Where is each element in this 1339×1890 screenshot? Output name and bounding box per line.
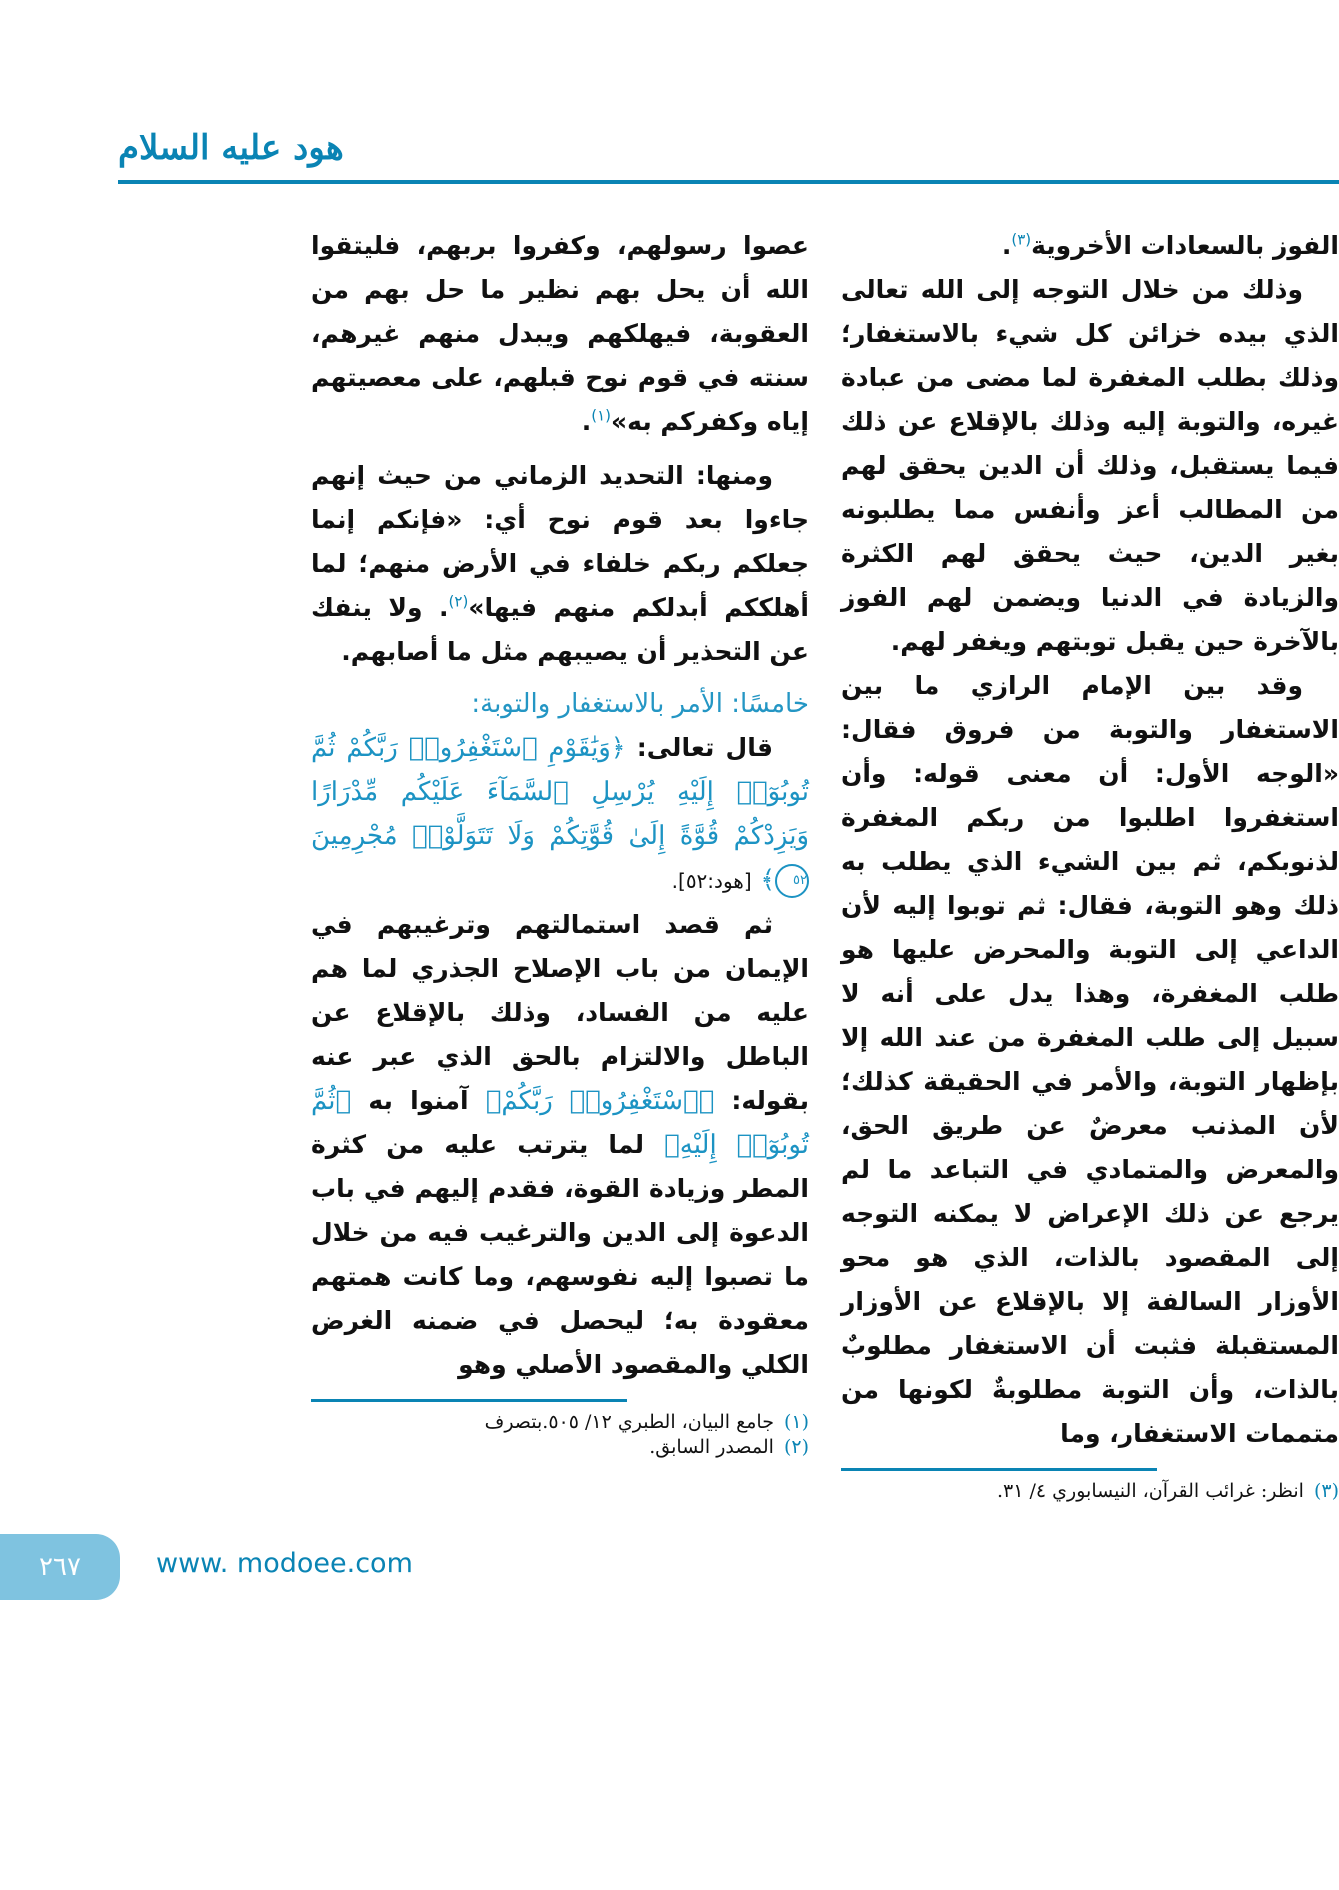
verse-reference: [هود:٥٢]. xyxy=(671,869,752,893)
footnote-number: (٣) xyxy=(1313,1480,1339,1502)
footnote-ref-2[interactable]: (٢) xyxy=(448,592,469,611)
footnote-text: انظر: غرائب القرآن، النيسابوري ٤/ ٣١. xyxy=(997,1480,1304,1502)
ayah-number-icon: ٥٢ xyxy=(775,864,809,898)
paragraph-text: الفوز بالسعادات الأخروية xyxy=(1031,231,1339,260)
paragraph xyxy=(311,454,809,674)
left-column-wrap xyxy=(841,224,1339,1504)
paragraph xyxy=(311,224,809,444)
page-number-badge: ٢٦٧ xyxy=(0,1534,120,1600)
paragraph-text: ومنها: التحديد الزماني من حيث إنهم جاءوا بعد قوم نوح أي: «فإنكم إنما جعلكم ربكم خلفاء في الأرض منهم؛ لما أهلككم أبدلكم منهم فيها» xyxy=(311,461,809,622)
left-column xyxy=(841,224,1339,1456)
footnote-item xyxy=(841,1479,1339,1504)
paragraph xyxy=(841,224,1339,268)
footnote-text: المصدر السابق. xyxy=(649,1436,774,1458)
right-column xyxy=(311,224,809,1387)
paragraph-text: لما يترتب عليه من كثرة المطر وزيادة القوة، فقدم إليهم في باب الدعوة إلى الدين والترغيب فيه من خلال ما تصبوا إليه نفوسهم، وما كانت همتهم معقودة به؛ ليحصل في ضمنه الغرض الكلي والمقصود الأصلي وهو xyxy=(311,1130,809,1379)
paragraph-end: . xyxy=(581,407,592,436)
footnote-item xyxy=(311,1410,809,1435)
footnote-number: (١) xyxy=(783,1411,809,1433)
ornate-bracket-open-icon: ﴿ xyxy=(610,733,626,762)
footnote-ref-1[interactable]: (١) xyxy=(591,406,612,425)
footnotes-right xyxy=(311,1410,809,1460)
verse-paragraph xyxy=(311,726,809,903)
paragraph xyxy=(841,664,1339,1456)
header xyxy=(0,0,1339,224)
paragraph-text: آمنوا به xyxy=(368,1086,469,1115)
ornate-bracket-close-icon: ﴾ xyxy=(760,865,775,894)
paragraph-text: وقد بين الإمام الرازي ما بين الاستغفار والتوبة من فروق فقال: « xyxy=(841,671,1339,788)
footnote-item xyxy=(311,1435,809,1460)
quran-quote: ﴿ٱسْتَغْفِرُوا۟ رَبَّكُمْ﴾ xyxy=(485,1086,715,1116)
section-heading: خامسًا: الأمر بالاستغفار والتوبة: xyxy=(471,689,809,719)
footnote-text: جامع البيان، الطبري ١٢/ ٥٠٥.بتصرف xyxy=(484,1411,774,1433)
paragraph-text: . ولا ينفك عن التحذير أن يصيبهم مثل ما أصابهم. xyxy=(311,593,809,666)
running-header-title: هود عليه السلام xyxy=(118,128,344,168)
footnote-divider xyxy=(841,1468,1157,1471)
website-link[interactable]: www. modoee.com xyxy=(156,1548,413,1579)
footnote-ref-3[interactable]: (٣) xyxy=(1011,230,1032,249)
quran-quote: ﴿ثُمَّ تُوبُوٓا۟ إِلَيْهِ﴾ xyxy=(311,1086,809,1160)
paragraph xyxy=(311,903,809,1387)
footnote-divider xyxy=(311,1399,627,1402)
paragraph-text: عصوا رسولهم، وكفروا بربهم، فليتقوا الله أن يحل بهم نظير ما حل بهم من العقوبة، فيهلكهم ويبدل منهم غيرهم، سنته في قوم نوح قبلهم، على معصيتهم إياه وكفركم به» xyxy=(311,231,809,436)
paragraph-text: أن معنى قوله: وأن استغفروا اطلبوا من ربكم المغفرة لذنوبكم، ثم بين الشيء الذي يطلب به ذلك وهو التوبة، فقال: ثم توبوا إليه لأن الداعي إلى التوبة والمحرض عليها هو طلب المغفرة، وهذا يدل على أنه لا سبيل إلى طلب المغفرة من عند الله إلا بإظهار التوبة، والأمر في الحقيقة كذلك؛ لأن المذنب معرضٌ عن طريق الحق، والمعرض والمتمادي في التباعد ما لم يرجع عن ذلك الإعراض لا يمكنه التوجه إلى المقصود بالذات، الذي هو محو الأوزار السالفة إلا بالإقلاع عن الأوزار المستقبلة فثبت أن الاستغفار مطلوبٌ بالذات، وأن التوبة مطلوبةٌ لكونها من متممات الاستغفار، وما xyxy=(841,759,1339,1448)
verse-intro: قال تعالى: xyxy=(636,733,774,762)
paragraph-end: . xyxy=(1001,231,1012,260)
footer xyxy=(0,1524,1339,1644)
quran-verse: وَيَٰقَوْمِ ٱسْتَغْفِرُوا۟ رَبَّكُمْ ثُمَّ تُوبُوٓا۟ إِلَيْهِ يُرْسِلِ ٱلسَّمَآءَ عَلَيْكُم مِّدْرَارًا وَيَزِدْكُمْ قُوَّةً إِلَىٰ قُوَّتِكُمْ وَلَا تَتَوَلَّوْا۟ مُجْرِمِينَ xyxy=(311,733,809,851)
header-rule xyxy=(118,180,1339,184)
emphasis-text: الوجه الأول: xyxy=(1154,759,1323,788)
right-column-wrap xyxy=(311,224,809,1460)
footnote-number: (٢) xyxy=(783,1436,809,1458)
columns xyxy=(311,224,1339,1504)
paragraph-text: ثم قصد استمالتهم وترغيبهم في الإيمان من باب الإصلاح الجذري لما هم عليه من الفساد، وذلك بالإقلاع عن الباطل والالتزام بالحق الذي عبر عنه بقوله: xyxy=(311,910,809,1115)
paragraph: وذلك من خلال التوجه إلى الله تعالى الذي بيده خزائن كل شيء بالاستغفار؛ وذلك بطلب المغفرة لما مضى من عبادة غيره، والتوبة إليه وذلك بالإقلاع عن ذلك فيما يستقبل، وذلك أن الدين يحقق لهم من المطالب أعز وأنفس مما يطلبونه بغير الدين، حيث يحقق لهم الكثرة والزيادة في الدنيا ويضمن لهم الفوز بالآخرة حين يقبل توبتهم ويغفر لهم. xyxy=(841,275,1339,656)
footnotes-left xyxy=(841,1479,1339,1504)
